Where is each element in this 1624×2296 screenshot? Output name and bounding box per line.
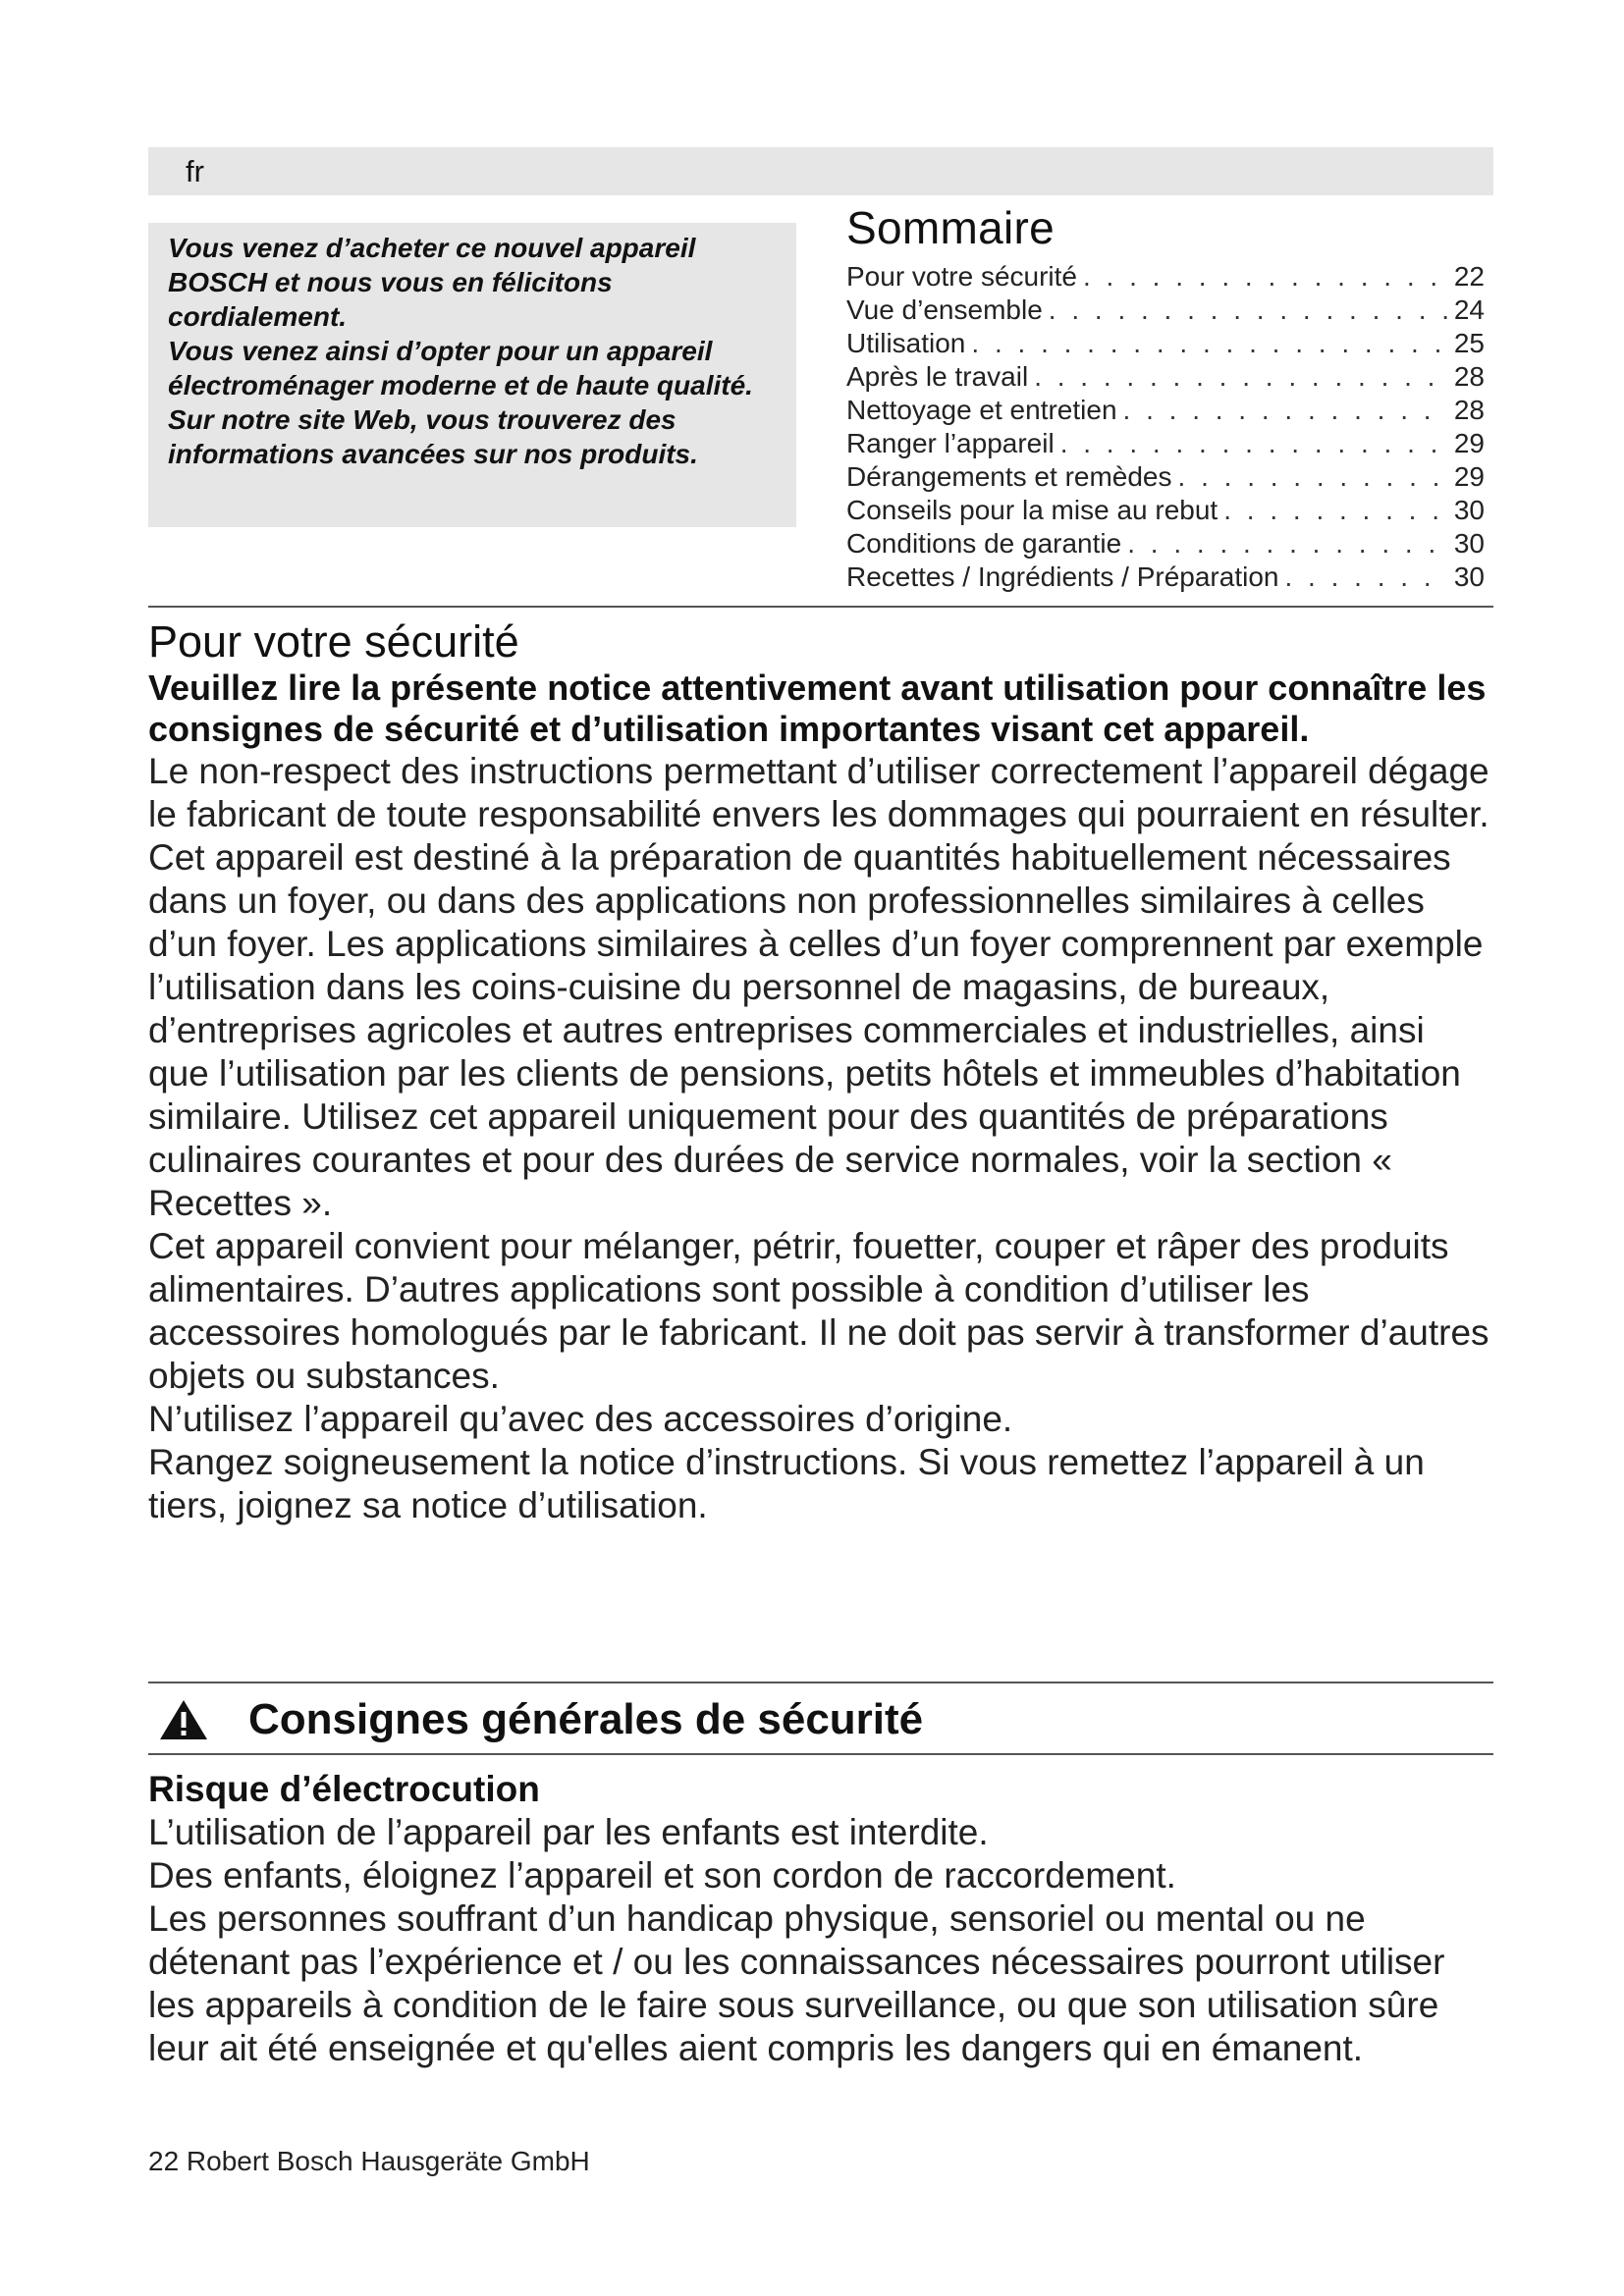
toc-leader xyxy=(971,327,1447,360)
toc-page: 30 xyxy=(1453,495,1485,525)
toc-label: Vue d’ensemble xyxy=(846,294,1043,325)
toc-leader xyxy=(1034,360,1448,394)
toc-leader xyxy=(1223,494,1448,527)
page-footer: 22 Robert Bosch Hausgeräte GmbH xyxy=(148,2146,590,2176)
toc-label: Recettes / Ingrédients / Préparation xyxy=(846,561,1279,592)
toc-label: Après le travail xyxy=(846,361,1029,392)
toc-leader xyxy=(1049,294,1448,327)
toc-list xyxy=(846,260,1485,594)
safety-paragraph: N’utilisez l’appareil qu’avec des accessoires d’origine. xyxy=(148,1399,1013,1439)
toc-label: Dérangements et remèdes xyxy=(846,461,1172,492)
general-safety-title: Consignes générales de sécurité xyxy=(248,1695,924,1743)
section-divider xyxy=(148,606,1493,608)
toc-entry[interactable] xyxy=(846,360,1485,394)
toc-page: 28 xyxy=(1453,395,1485,425)
toc-leader xyxy=(1127,527,1448,561)
section-divider xyxy=(148,1682,1493,1683)
toc-leader xyxy=(1284,561,1447,594)
risk-paragraph: Les personnes souffrant d’un handicap physique, sensoriel ou mental ou ne détenant pas l’expérience et / ou les connaissances nécessaires pourront utiliser les appareils à condition de le faire sous surveillance, ou que son utilisation sûre leur ait été enseignée et qu'elles aient compris les dangers qui en émanent. xyxy=(148,1898,1445,2068)
toc-label: Nettoyage et entretien xyxy=(846,395,1117,425)
toc-label: Utilisation xyxy=(846,328,966,358)
toc-label: Ranger l’appareil xyxy=(846,428,1055,458)
general-safety-heading xyxy=(148,1690,1493,1749)
toc-entry[interactable] xyxy=(846,561,1485,594)
toc-title: Sommaire xyxy=(846,202,1056,253)
toc-page: 22 xyxy=(1453,261,1485,292)
toc-entry[interactable] xyxy=(846,260,1485,294)
toc-page: 28 xyxy=(1453,361,1485,392)
safety-lead: Veuillez lire la présente notice attentivement avant utilisation pour connaître les consignes de sécurité et d’utilisation importantes visant cet appareil. xyxy=(148,667,1487,749)
risk-paragraph: Des enfants, éloignez l’appareil et son cordon de raccordement. xyxy=(148,1855,1176,1896)
toc-entry[interactable] xyxy=(846,427,1485,460)
warning-triangle-icon xyxy=(158,1697,209,1742)
safety-body xyxy=(148,750,1493,1527)
toc-label: Conditions de garantie xyxy=(846,528,1122,559)
toc-leader xyxy=(1083,260,1448,294)
safety-section xyxy=(148,616,1493,1527)
toc-page: 29 xyxy=(1453,428,1485,458)
safety-paragraph: Rangez soigneusement la notice d’instructions. Si vous remettez l’appareil à un tiers, joignez sa notice d’utilisation. xyxy=(148,1442,1425,1525)
safety-paragraph: Le non-respect des instructions permettant d’utiliser correctement l’appareil dégage le fabricant de toute responsabilité envers les dommages qui pourraient en résulter. xyxy=(148,751,1489,834)
language-bar xyxy=(148,147,1493,195)
toc-entry[interactable] xyxy=(846,460,1485,494)
intro-box xyxy=(148,223,796,527)
toc-leader xyxy=(1123,394,1448,427)
section-title: Pour votre sécurité xyxy=(148,616,519,667)
intro-paragraph: Vous venez d’acheter ce nouvel appareil BOSCH et nous vous en félicitons cordialement. xyxy=(168,233,696,332)
toc-label: Conseils pour la mise au rebut xyxy=(846,495,1218,525)
toc-entry[interactable] xyxy=(846,394,1485,427)
safety-paragraph: Cet appareil convient pour mélanger, pétrir, fouetter, couper et râper des produits alimentaires. D’autres applications sont possible à condition d’utiliser les accessoires homologués par le fabricant. Il ne doit pas servir à transformer d’autres objets ou substances. xyxy=(148,1226,1489,1396)
toc-leader xyxy=(1060,427,1448,460)
toc-entry[interactable] xyxy=(846,527,1485,561)
toc-page: 30 xyxy=(1453,561,1485,592)
toc-entry[interactable] xyxy=(846,294,1485,327)
section-divider xyxy=(148,1753,1493,1755)
toc-entry[interactable] xyxy=(846,327,1485,360)
risk-title: Risque d’électrocution xyxy=(148,1769,540,1809)
toc-page: 25 xyxy=(1453,328,1485,358)
electrocution-risk-section xyxy=(148,1768,1493,2070)
intro-paragraph: Vous venez ainsi d’opter pour un appareil électroménager moderne et de haute qualité. Sur notre site Web, vous trouverez des informations avancées sur nos produits. xyxy=(168,336,753,469)
language-code: fr xyxy=(186,154,204,188)
table-of-contents xyxy=(846,201,1485,594)
safety-paragraph: Cet appareil est destiné à la préparation de quantités habituellement nécessaires dans un foyer, ou dans des applications non professionnelles similaires à celles d’un foyer. Les applications similaires à celles d’un foyer comprennent par exemple l’utilisation dans les coins-cuisine du personnel de magasins, de bureaux, d’entreprises agricoles et autres entreprises commerciales et industrielles, ainsi que l’utilisation par les clients de pensions, petits hôtels et immeubles d’habitation similaire. Utilisez cet appareil uniquement pour des quantités de préparations culinaires courantes et pour des durées de service normales, voir la section « Recettes ». xyxy=(148,837,1484,1223)
toc-entry[interactable] xyxy=(846,494,1485,527)
toc-leader xyxy=(1178,460,1448,494)
risk-paragraph: L’utilisation de l’appareil par les enfants est interdite. xyxy=(148,1812,989,1852)
toc-label: Pour votre sécurité xyxy=(846,261,1077,292)
toc-page: 24 xyxy=(1453,294,1485,325)
toc-page: 30 xyxy=(1453,528,1485,559)
toc-page: 29 xyxy=(1453,461,1485,492)
